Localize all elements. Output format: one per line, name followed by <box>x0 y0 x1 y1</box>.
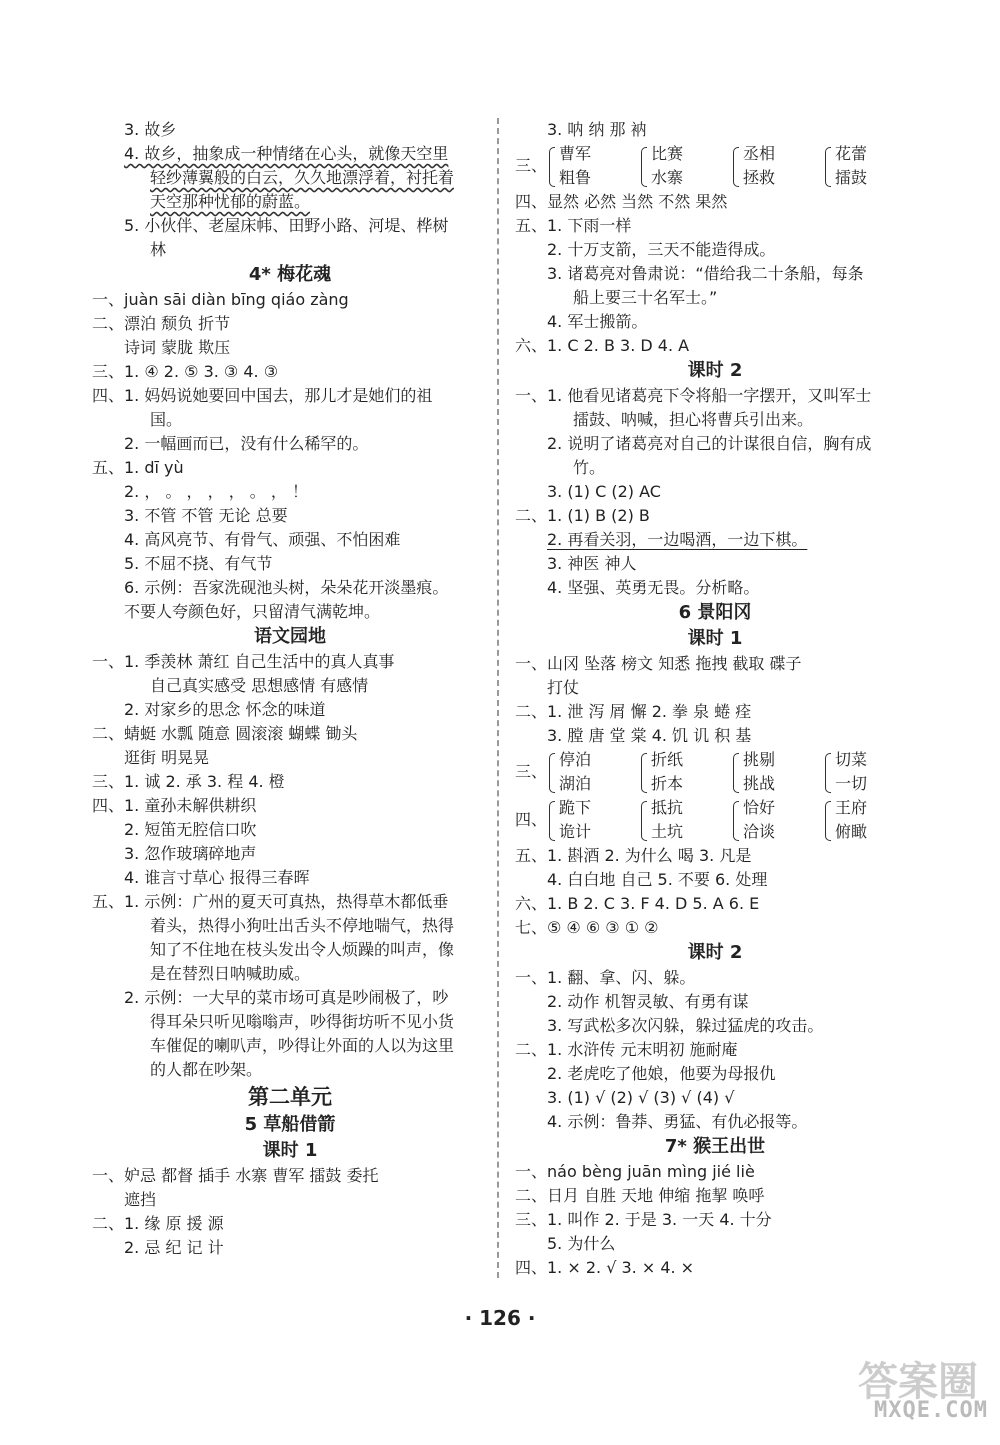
answer-line <box>92 1188 488 1212</box>
pair-word: 粗鲁 <box>559 168 592 187</box>
pair-word: 挑剔 <box>743 750 776 769</box>
answer-line <box>92 890 488 914</box>
answer-text: 4. 军士搬箭。 <box>547 312 648 331</box>
answer-text: 2. 说明了诸葛亮对自己的计谋很自信，胸有成 <box>547 434 872 453</box>
pair-word: 一切 <box>835 774 868 793</box>
bracket-pair <box>549 796 591 844</box>
answer-line <box>92 1034 488 1058</box>
section-heading: 第二单元 <box>248 1085 332 1109</box>
answer-text: 五、1. 斟酒 2. 为什么 喝 3. 凡是 <box>515 846 752 865</box>
bracket-pair <box>641 748 683 796</box>
paired-answer-group <box>515 748 915 796</box>
answer-line <box>515 262 915 286</box>
answer-text: 2. 一幅画而已，没有什么稀罕的。 <box>124 434 369 453</box>
answer-line <box>515 576 915 600</box>
bracket-pair <box>733 748 775 796</box>
answer-line <box>515 676 915 700</box>
answer-line <box>92 650 488 674</box>
answer-text: 逛街 明晃晃 <box>124 748 210 767</box>
answer-text: 5. 小伙伴、老屋床帏、田野小路、河堤、桦树 <box>124 216 449 235</box>
pair-word: 折本 <box>651 774 684 793</box>
answer-text: 6. 示例：吾家洗砚池头树，朵朵花开淡墨痕。 <box>124 578 449 597</box>
answer-text: 2. 忌 纪 记 计 <box>124 1238 224 1257</box>
answer-text: 4. 故乡，抽象成一种情绪在心头，就像天空里 <box>124 144 449 163</box>
answer-text: 4. 白白地 自己 5. 不要 6. 处理 <box>547 870 768 889</box>
answer-line <box>515 1062 915 1086</box>
answer-line <box>92 1236 488 1260</box>
question-label: 三、 <box>515 762 548 781</box>
answer-text: 擂鼓、呐喊，担心将曹兵引出来。 <box>573 410 814 429</box>
answer-line <box>515 1256 915 1280</box>
answer-text: 3. (1) C (2) AC <box>547 482 661 501</box>
bracket-pair <box>825 748 867 796</box>
answer-line <box>515 1038 915 1062</box>
answer-line <box>515 408 915 432</box>
answer-line <box>92 288 488 312</box>
answer-line <box>92 818 488 842</box>
bracket-pair <box>549 142 591 190</box>
answer-text: 一、juàn sāi diàn bīng qiáo zàng <box>92 290 349 309</box>
answer-line <box>515 286 915 310</box>
answer-line <box>92 432 488 456</box>
answer-text: 二、1. 缘 原 援 源 <box>92 1214 224 1233</box>
answer-line <box>515 190 915 214</box>
answer-line <box>92 842 488 866</box>
answer-line <box>92 962 488 986</box>
answer-line <box>92 576 488 600</box>
answer-text: 2. 对家乡的思念 怀念的味道 <box>124 700 326 719</box>
bracket-pair <box>641 142 683 190</box>
answer-line <box>92 118 488 142</box>
answer-line <box>92 914 488 938</box>
answer-text: 三、1. 叫作 2. 于是 3. 一天 4. 十分 <box>515 1210 772 1229</box>
answer-text: 二、1. 水浒传 元末明初 施耐庵 <box>515 1040 738 1059</box>
answer-text: 3. 故乡 <box>124 120 177 139</box>
answer-text: 四、1. 童孙未解供耕织 <box>92 796 257 815</box>
answer-text: 4. 示例：鲁莽、勇猛、有仇必报等。 <box>547 1112 808 1131</box>
answer-text: 是在替烈日呐喊助威。 <box>150 964 311 983</box>
bracket-pair <box>549 748 591 796</box>
answer-line <box>92 986 488 1010</box>
answer-line <box>515 724 915 748</box>
answer-line <box>515 238 915 262</box>
answer-line <box>515 384 915 408</box>
answer-line <box>515 1086 915 1110</box>
answer-text: 林 <box>150 240 167 259</box>
answer-line <box>92 770 488 794</box>
answer-line <box>92 938 488 962</box>
section-heading: 课时 1 <box>687 628 743 649</box>
answer-line <box>92 142 488 166</box>
answer-text: 遮挡 <box>124 1190 157 1209</box>
answer-text: 2. 十万支箭，三天不能造得成。 <box>547 240 776 259</box>
answer-text: 一、妒忌 都督 插手 水寨 曹军 擂鼓 委托 <box>92 1166 379 1185</box>
question-label: 三、 <box>515 156 548 175</box>
answer-line <box>515 966 915 990</box>
pair-word: 花蕾 <box>835 144 868 163</box>
answer-text: 竹。 <box>573 458 606 477</box>
answer-line <box>92 456 488 480</box>
answer-text: 2. 老虎吃了他娘，他要为母报仇 <box>547 1064 776 1083</box>
pair-word: 丞相 <box>743 144 776 163</box>
answer-line <box>515 1160 915 1184</box>
answer-line <box>92 528 488 552</box>
answer-text: 2. 再看关羽，一边喝酒，一边下棋。 <box>547 530 808 549</box>
answer-line <box>92 746 488 770</box>
pair-word: 停泊 <box>559 750 592 769</box>
answer-text: 得耳朵只听见嗡嗡声，吵得街坊听不见小货 <box>150 1012 455 1031</box>
answer-text: 二、1. (1) B (2) B <box>515 506 650 525</box>
bracket-pair <box>733 796 775 844</box>
answer-line <box>515 118 915 142</box>
answer-text: 二、蜻蜓 水瓢 随意 圆滚滚 蝴蝶 锄头 <box>92 724 358 743</box>
answer-text: 四、1. × 2. √ 3. × 4. × <box>515 1258 695 1277</box>
answer-text: 一、山冈 坠落 榜文 知悉 拖拽 截取 碟子 <box>515 654 802 673</box>
answer-line <box>515 456 915 480</box>
answer-text: 4. 谁言寸草心 报得三春晖 <box>124 868 310 887</box>
answer-text: 诗词 蒙胧 欺压 <box>124 338 231 357</box>
answer-line <box>515 652 915 676</box>
answer-text: 五、1. 下雨一样 <box>515 216 632 235</box>
pair-word: 切菜 <box>835 750 868 769</box>
pair-word: 恰好 <box>743 798 776 817</box>
answer-line <box>515 1184 915 1208</box>
answer-line <box>515 214 915 238</box>
answer-line <box>515 700 915 724</box>
answer-text: 5. 不屈不挠、有气节 <box>124 554 273 573</box>
answer-line <box>515 916 915 940</box>
section-heading: 课时 1 <box>262 1140 318 1161</box>
section-heading: 5 草船借箭 <box>244 1114 336 1135</box>
bracket-pair <box>733 142 775 190</box>
answer-text: 2. 示例：一大早的菜市场可真是吵闹极了，吵 <box>124 988 449 1007</box>
pair-word: 洽谈 <box>743 822 776 841</box>
section-heading: 课时 2 <box>687 942 743 963</box>
answer-text: 的人都在吵架。 <box>150 1060 263 1079</box>
pair-word: 湖泊 <box>559 774 592 793</box>
pair-word: 土坑 <box>651 822 684 841</box>
answer-line <box>515 844 915 868</box>
answer-line <box>515 528 915 552</box>
answer-line <box>515 310 915 334</box>
answer-line <box>515 1014 915 1038</box>
answer-text: 自己真实感受 思想感情 有感情 <box>150 676 369 695</box>
answer-text: 六、1. C 2. B 3. D 4. A <box>515 336 690 355</box>
answer-line <box>92 1058 488 1082</box>
answer-text: 国。 <box>150 410 183 429</box>
answer-line <box>515 1208 915 1232</box>
answer-text: 五、1. dī yù <box>92 458 184 477</box>
pair-word: 水寨 <box>651 168 684 187</box>
answer-text: 2. 短笛无腔信口吹 <box>124 820 257 839</box>
section-heading: 4* 梅花魂 <box>248 264 332 285</box>
pair-word: 俯瞰 <box>835 822 868 841</box>
page-number: · 126 · <box>464 1306 536 1330</box>
watermark-text: MXQE.COM <box>874 1398 988 1423</box>
answer-text: 轻纱薄翼般的白云，久久地漂浮着，衬托着 <box>150 168 455 187</box>
answer-line <box>92 600 488 624</box>
bracket-pair <box>825 142 867 190</box>
answer-text: 船上要三十名军士。” <box>573 288 718 307</box>
answer-text: 一、1. 季羡林 萧红 自己生活中的真人真事 <box>92 652 395 671</box>
section-heading: 6 景阳冈 <box>678 602 752 623</box>
answer-line <box>92 794 488 818</box>
answer-text: 一、náo bèng juān mìng jié liè <box>515 1162 755 1181</box>
answer-text: 3. 神医 神人 <box>547 554 637 573</box>
answer-text: 3. 诸葛亮对鲁肃说：“借给我二十条船，每条 <box>547 264 864 283</box>
column-divider <box>497 118 499 1278</box>
answer-text: 二、1. 泄 泻 屑 懈 2. 拳 泉 蜷 痊 <box>515 702 752 721</box>
answer-line <box>515 480 915 504</box>
answer-line <box>515 990 915 1014</box>
answer-text: 六、1. B 2. C 3. F 4. D 5. A 6. E <box>515 894 760 913</box>
answer-line <box>92 1164 488 1188</box>
answer-line <box>92 384 488 408</box>
answer-line <box>515 334 915 358</box>
answer-text: 一、1. 他看见诸葛亮下令将船一字摆开，又叫军士 <box>515 386 872 405</box>
answer-line <box>92 214 488 238</box>
answer-line <box>515 868 915 892</box>
answer-text: 3. (1) √ (2) √ (3) √ (4) √ <box>547 1088 735 1107</box>
answer-line <box>92 336 488 360</box>
answer-line <box>92 238 488 262</box>
section-heading: 语文园地 <box>254 626 326 647</box>
answer-line <box>515 432 915 456</box>
answer-text: 打仗 <box>547 678 580 697</box>
pair-word: 擂鼓 <box>835 168 868 187</box>
answer-text: 三、1. 诚 2. 承 3. 程 4. 橙 <box>92 772 285 791</box>
answer-text: 5. 为什么 <box>547 1234 616 1253</box>
answer-text: 2. ， 。 ， ， ， 。 ， ！ <box>124 482 308 501</box>
answer-line <box>92 1212 488 1236</box>
answer-text: 2. 动作 机智灵敏、有勇有谋 <box>547 992 749 1011</box>
answer-line <box>92 552 488 576</box>
bracket-pair <box>641 796 683 844</box>
answer-line <box>92 866 488 890</box>
answer-line <box>515 1232 915 1256</box>
answer-text: 车催促的喇叭声，吵得让外面的人以为这里 <box>150 1036 455 1055</box>
answer-line <box>92 190 488 214</box>
paired-answer-group <box>515 796 915 844</box>
answer-text: 知了不住地在枝头发出令人烦躁的叫声，像 <box>150 940 455 959</box>
answer-text: 一、1. 翻、拿、闪、躲。 <box>515 968 696 987</box>
answer-text: 四、显然 必然 当然 不然 果然 <box>515 192 728 211</box>
pair-word: 折纸 <box>651 750 684 769</box>
answer-line <box>92 698 488 722</box>
answer-line <box>515 892 915 916</box>
answer-text: 着头，热得小狗吐出舌头不停地喘气，热得 <box>150 916 455 935</box>
answer-text: 4. 高风亮节、有骨气、顽强、不怕困难 <box>124 530 401 549</box>
answer-text: 3. 忽作玻璃碎地声 <box>124 844 257 863</box>
answer-line <box>92 674 488 698</box>
answer-text: 天空那种忧郁的蔚蓝。 <box>150 192 311 211</box>
answer-text: 五、1. 示例：广州的夏天可真热，热得草木都低垂 <box>92 892 449 911</box>
pair-word: 王府 <box>835 798 868 817</box>
answer-text: 不要人夸颜色好，只留清气满乾坤。 <box>124 602 381 621</box>
pair-word: 曹军 <box>559 144 592 163</box>
pair-word: 比赛 <box>651 144 684 163</box>
section-heading: 7* 猴王出世 <box>664 1136 766 1157</box>
bracket-pair <box>825 796 867 844</box>
section-heading: 课时 2 <box>687 360 743 381</box>
answer-line <box>92 722 488 746</box>
answer-text: 二、日月 自胜 天地 伸缩 拖挈 唤呼 <box>515 1186 765 1205</box>
answer-line <box>92 166 488 190</box>
answer-text: 3. 膛 唐 堂 棠 4. 饥 讥 积 基 <box>547 726 752 745</box>
pair-word: 拯救 <box>743 168 776 187</box>
answer-text: 四、1. 妈妈说她要回中国去，那儿才是她们的祖 <box>92 386 433 405</box>
answer-text: 七、⑤ ④ ⑥ ③ ① ② <box>515 918 659 937</box>
answer-line <box>515 552 915 576</box>
answer-text: 二、漂泊 颓负 折节 <box>92 314 231 333</box>
right-column <box>515 118 915 1280</box>
answer-text: 3. 写武松多次闪躲，躲过猛虎的攻击。 <box>547 1016 824 1035</box>
answer-line <box>92 312 488 336</box>
watermark-logo: 答案圈 <box>858 1359 978 1405</box>
pair-word: 诡计 <box>559 822 592 841</box>
question-label: 四、 <box>515 810 548 829</box>
answer-line <box>92 1010 488 1034</box>
answer-line <box>92 480 488 504</box>
answer-text: 3. 不管 不管 无论 总要 <box>124 506 288 525</box>
answer-text: 4. 坚强、英勇无畏。分析略。 <box>547 578 760 597</box>
answer-text: 3. 呐 纳 那 衲 <box>547 120 647 139</box>
pair-word: 挑战 <box>743 774 776 793</box>
answer-line <box>515 504 915 528</box>
paired-answer-group <box>515 142 915 190</box>
answer-text: 三、1. ④ 2. ⑤ 3. ③ 4. ③ <box>92 362 279 381</box>
answer-line <box>92 408 488 432</box>
answer-line <box>515 1110 915 1134</box>
pair-word: 跪下 <box>559 798 592 817</box>
answer-line <box>92 504 488 528</box>
answer-line <box>92 360 488 384</box>
left-column <box>92 118 488 1260</box>
pair-word: 抵抗 <box>651 798 684 817</box>
